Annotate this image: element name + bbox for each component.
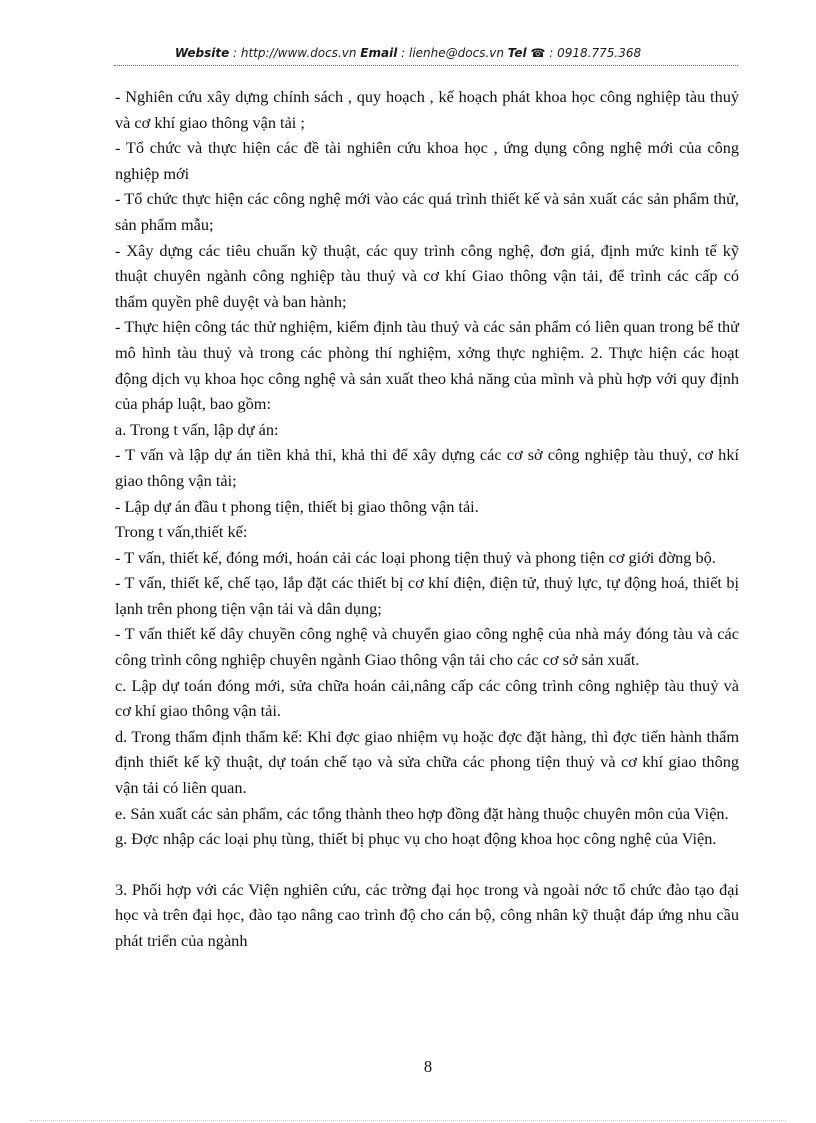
page-header: [0, 46, 816, 60]
email-address[interactable]: : lienhe@docs.vn: [397, 46, 508, 60]
body-paragraph: - Nghiên cứu xây dựng chính sách , quy hoạch , kế hoạch phát khoa học công nghiệp tàu thuỷ và cơ khí giao thông vận tải ;: [115, 87, 739, 132]
website-label: Website: [174, 46, 230, 60]
footer-divider: [30, 1120, 786, 1121]
body-paragraph: d. Trong thẩm định thẩm kế: Khi đợc giao nhiệm vụ hoặc đợc đặt hàng, thì đợc tiến hành thẩm định thiết kế kỹ thuật, dự toán chế tạo và sửa chữa các phong tiện thuỷ và cơ khí giao thông vận tải có liên quan.: [115, 726, 739, 798]
body-paragraph: a. Trong t vấn, lập dự án:: [115, 419, 279, 439]
body-paragraph: - T vấn và lập dự án tiền khả thi, khả thi để xây dựng các cơ sở công nghiệp tàu thuỷ, cơ hkí giao thông vận tải;: [115, 445, 739, 490]
body-paragraph: - T vấn thiết kế dây chuyền công nghệ và chuyển giao công nghệ của nhà máy đóng tàu và các công trình công nghiệp chuyên ngành Giao thông vận tải cho các cơ sở sản xuất.: [115, 624, 739, 670]
body-paragraph: g. Đợc nhập các loại phụ tùng, thiết bị phục vụ cho hoạt động khoa học công nghệ của Viện.: [115, 829, 717, 849]
body-paragraph: 3. Phối hợp với các Viện nghiên cứu, các trờng đại học trong và ngoài nớc tổ chức đào tạo đại học và trên đại học, đào tạo nâng cao trình độ cho cán bộ, công nhân kỹ thuật đáp ứng nhu cầu phát triển của ngành: [115, 879, 739, 950]
website-url[interactable]: : http://www.docs.vn: [229, 46, 361, 60]
header-divider: [114, 65, 738, 66]
email-label: Email: [360, 46, 398, 60]
tel-number: : 0918.775.368: [545, 46, 642, 60]
phone-icon: ☎: [530, 46, 546, 60]
body-paragraph: - Lập dự án đầu t phong tiện, thiết bị giao thông vận tải.: [115, 496, 479, 516]
body-paragraph: - T vấn, thiết kế, đóng mới, hoán cải các loại phong tiện thuỷ và phong tiện cơ giới đờng bộ.: [115, 547, 716, 567]
body-paragraph: - Xây dựng các tiêu chuẩn kỹ thuật, các quy trình công nghệ, đơn giá, định mức kinh tế kỹ thuật chuyên ngành công nghiệp tàu thuỷ và cơ khí Giao thông vận tải, để trình các cấp có thẩm quyền phê duyệt và ban hành;: [115, 240, 739, 311]
page-number: 8: [423, 1057, 433, 1076]
body-paragraph: Trong t vấn,thiết kế:: [115, 522, 248, 542]
body-paragraph: c. Lập dự toán đóng mới, sửa chữa hoán cải,nâng cấp các công trình công nghiệp tàu thuỷ và cơ khí giao thông vận tải.: [115, 675, 739, 721]
body-paragraph: e. Sản xuất các sản phẩm, các tổng thành theo hợp đồng đặt hàng thuộc chuyên môn của Viện.: [115, 803, 729, 823]
document-body: [115, 84, 739, 954]
body-paragraph: - T vấn, thiết kế, chế tạo, lắp đặt các thiết bị cơ khí điện, điện tử, thuỷ lực, tự động hoá, thiết bị lạnh trên phong tiện vận tải và dân dụng;: [115, 573, 739, 618]
body-paragraph: - Tổ chức và thực hiện các đề tài nghiên cứu khoa học , ứng dụng công nghệ mới của công nghiệp mới: [115, 138, 739, 183]
body-paragraph: - Thực hiện công tác thử nghiệm, kiểm định tàu thuỷ và các sản phẩm có liên quan trong bể thử mô hình tàu thuỷ và trong các phòng thí nghiệm, xởng thực nghiệm. 2. Thực hiện các hoạt động dịch vụ khoa học công nghệ và sản xuất theo khả năng của mình và phù hợp với quy định của pháp luật, bao gồm:: [115, 317, 739, 414]
body-paragraph: - Tổ chức thực hiện các công nghệ mới vào các quá trình thiết kế và sản xuất các sản phẩm thử, sản phẩm mẫu;: [115, 189, 739, 234]
tel-label: Tel: [507, 46, 527, 60]
paragraph-spacer: [115, 852, 739, 877]
